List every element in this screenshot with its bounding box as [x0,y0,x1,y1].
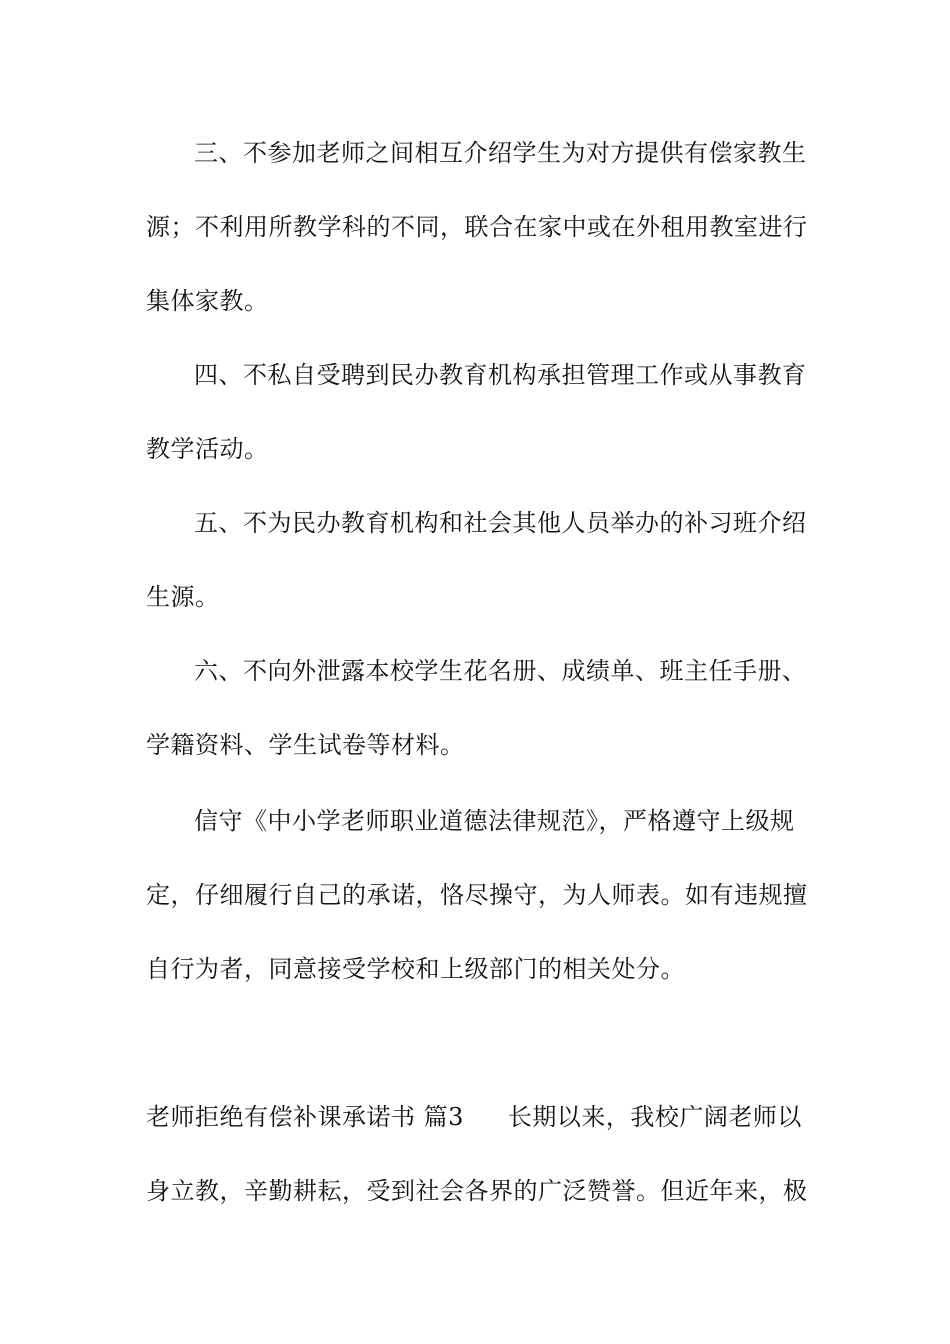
paragraph-line: 自行为者，同意接受学校和上级部门的相关处分。 [146,955,685,983]
paragraph-line: 源；不利用所教学科的不同，联合在家中或在外租用教室进行 [146,213,808,241]
paragraph-line: 教学活动。 [146,435,269,463]
paragraph-line: 六、不向外泄露本校学生花名册、成绩单、班主任手册、 [194,657,807,685]
paragraph-line: 信守《中小学老师职业道德法律规范》，严格遵守上级规 [194,807,795,835]
paragraph-line: 定，仔细履行自己的承诺，恪尽操守，为人师表。如有违规擅 [146,881,808,909]
paragraph-line: 五、不为民办教育机构和社会其他人员举办的补习班介绍 [194,509,807,537]
section-heading-line [146,1100,806,1134]
paragraph-line: 学籍资料、学生试卷等材料。 [146,731,465,759]
paragraph-line: 三、不参加老师之间相互介绍学生为对方提供有偿家教生 [194,139,807,167]
section-title: 老师拒绝有偿补课承诺书 篇3 [146,1103,464,1131]
section-body-start: 长期以来，我校广阔老师以 [507,1103,802,1131]
paragraph-line: 生源。 [146,583,220,611]
paragraph-line: 身立教，辛勤耕耘，受到社会各界的广泛赞誉。但近年来，极 [146,1177,808,1205]
paragraph-line: 四、不私自受聘到民办教育机构承担管理工作或从事教育 [194,361,807,389]
paragraph-line: 集体家教。 [146,287,269,315]
